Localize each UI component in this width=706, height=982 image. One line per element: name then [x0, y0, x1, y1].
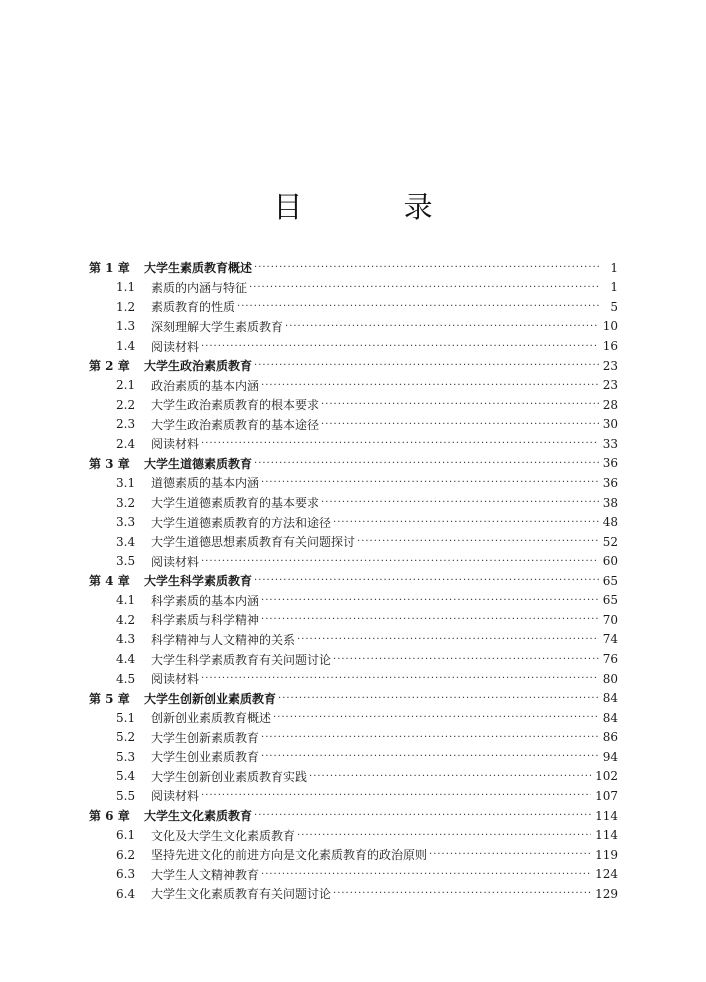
- toc-entry-title: 阅读材料: [151, 554, 200, 569]
- toc-section-row[interactable]: [0, 415, 706, 435]
- toc-dot-leader: [261, 869, 591, 880]
- toc-entry-title: 大学生素质教育概述: [144, 261, 253, 276]
- toc-section-row[interactable]: [0, 473, 706, 493]
- toc-entry-page: 52: [602, 534, 618, 549]
- toc-entry-title: 阅读材料: [151, 789, 200, 804]
- toc-section-row[interactable]: [0, 864, 706, 884]
- toc-entry-title: 科学素质的基本内涵: [151, 593, 260, 608]
- toc-section-row[interactable]: [0, 512, 706, 532]
- toc-section-row[interactable]: [0, 786, 706, 806]
- toc-chapter-row[interactable]: [0, 258, 706, 278]
- toc-entry-title: 文化及大学生文化素质教育: [151, 828, 296, 843]
- toc-entry-number: 4.4: [116, 652, 136, 667]
- toc-entry-title: 创新创业素质教育概述: [151, 711, 272, 726]
- toc-entry-page: 36: [602, 456, 618, 471]
- toc-dot-leader: [201, 673, 599, 684]
- toc-entry-number: 3.2: [116, 495, 136, 510]
- toc-entry-page: 65: [602, 593, 618, 608]
- toc-section-row[interactable]: [0, 532, 706, 552]
- toc-dot-leader: [261, 380, 599, 391]
- toc-entry-page: 10: [602, 319, 618, 334]
- table-of-contents: [0, 258, 706, 904]
- toc-dot-leader: [261, 595, 599, 606]
- toc-entry-number: 3.5: [116, 554, 136, 569]
- toc-section-row[interactable]: [0, 728, 706, 748]
- toc-section-row[interactable]: [0, 708, 706, 728]
- toc-section-row[interactable]: [0, 336, 706, 356]
- toc-section-row[interactable]: [0, 375, 706, 395]
- toc-entry-number: 3.4: [116, 534, 136, 549]
- toc-entry-page: 65: [602, 573, 618, 588]
- toc-entry-page: 70: [602, 612, 618, 627]
- toc-entry-page: 74: [602, 632, 618, 647]
- toc-entry-title: 阅读材料: [151, 437, 200, 452]
- toc-entry-title: 道德素质的基本内涵: [151, 476, 260, 491]
- toc-entry-number: 3.1: [116, 475, 136, 490]
- toc-dot-leader: [201, 790, 591, 801]
- toc-section-row[interactable]: [0, 630, 706, 650]
- toc-entry-number: 第 5 章: [89, 691, 130, 706]
- toc-entry-page: 1: [610, 260, 618, 275]
- toc-chapter-row[interactable]: [0, 454, 706, 474]
- toc-chapter-row[interactable]: [0, 806, 706, 826]
- toc-entry-page: 60: [602, 554, 618, 569]
- toc-dot-leader: [201, 341, 599, 352]
- toc-chapter-row[interactable]: [0, 688, 706, 708]
- toc-dot-leader: [254, 575, 599, 586]
- toc-entry-title: 大学生创新素质教育: [151, 730, 260, 745]
- toc-entry-page: 107: [595, 788, 618, 803]
- toc-section-row[interactable]: [0, 649, 706, 669]
- toc-entry-number: 4.5: [116, 671, 136, 686]
- toc-entry-number: 6.4: [116, 886, 136, 901]
- toc-dot-leader: [333, 654, 599, 665]
- toc-dot-leader: [333, 888, 591, 899]
- toc-entry-number: 3.3: [116, 515, 136, 530]
- toc-entry-page: 48: [602, 515, 618, 530]
- toc-entry-number: 1.1: [116, 280, 136, 295]
- toc-chapter-row[interactable]: [0, 356, 706, 376]
- toc-dot-leader: [254, 810, 591, 821]
- toc-entry-page: 30: [602, 417, 618, 432]
- toc-entry-title: 大学生科学素质教育有关问题讨论: [151, 652, 332, 667]
- toc-entry-title: 大学生文化素质教育有关问题讨论: [151, 887, 332, 902]
- toc-entry-title: 大学生人文精神教育: [151, 867, 260, 882]
- toc-dot-leader: [357, 536, 599, 547]
- toc-entry-title: 大学生创新创业素质教育实践: [151, 769, 308, 784]
- toc-entry-number: 5.3: [116, 749, 136, 764]
- toc-dot-leader: [261, 614, 599, 625]
- toc-section-row[interactable]: [0, 845, 706, 865]
- toc-entry-page: 86: [602, 730, 618, 745]
- toc-dot-leader: [254, 360, 599, 371]
- toc-dot-leader: [297, 634, 599, 645]
- toc-dot-leader: [261, 732, 599, 743]
- toc-entry-page: 1: [610, 280, 618, 295]
- toc-entry-page: 124: [595, 867, 618, 882]
- toc-entry-number: 6.2: [116, 847, 136, 862]
- toc-entry-page: 114: [595, 808, 618, 823]
- toc-entry-title: 大学生道德素质教育的基本要求: [151, 496, 320, 511]
- toc-dot-leader: [254, 262, 600, 273]
- toc-entry-page: 84: [602, 710, 618, 725]
- toc-section-row[interactable]: [0, 610, 706, 630]
- toc-entry-number: 2.3: [116, 417, 136, 432]
- toc-entry-number: 第 1 章: [89, 261, 130, 276]
- toc-section-row[interactable]: [0, 551, 706, 571]
- toc-entry-title: 素质的内涵与特征: [151, 280, 248, 295]
- toc-entry-number: 5.1: [116, 710, 136, 725]
- toc-entry-number: 2.2: [116, 397, 136, 412]
- toc-section-row[interactable]: [0, 278, 706, 298]
- toc-entry-title: 大学生创业素质教育: [151, 750, 260, 765]
- toc-section-row[interactable]: [0, 395, 706, 415]
- toc-dot-leader: [429, 849, 591, 860]
- toc-entry-title: 素质教育的性质: [151, 300, 236, 315]
- toc-entry-number: 6.3: [116, 867, 136, 882]
- toc-entry-title: 大学生道德素质教育: [144, 456, 253, 471]
- toc-section-row[interactable]: [0, 591, 706, 611]
- toc-entry-title: 阅读材料: [151, 339, 200, 354]
- toc-entry-title: 阅读材料: [151, 672, 200, 687]
- toc-entry-number: 1.2: [116, 299, 136, 314]
- toc-entry-title: 大学生政治素质教育的根本要求: [151, 398, 320, 413]
- toc-dot-leader: [321, 497, 599, 508]
- toc-dot-leader: [297, 830, 591, 841]
- toc-entry-title: 大学生政治素质教育的基本途径: [151, 417, 320, 432]
- toc-dot-leader: [261, 751, 599, 762]
- toc-entry-number: 4.1: [116, 593, 136, 608]
- toc-entry-title: 坚持先进文化的前进方向是文化素质教育的政治原则: [151, 848, 428, 863]
- toc-dot-leader: [333, 517, 599, 528]
- toc-dot-leader: [201, 438, 599, 449]
- toc-dot-leader: [278, 693, 599, 704]
- toc-entry-number: 4.3: [116, 632, 136, 647]
- toc-entry-title: 大学生政治素质教育: [144, 359, 253, 374]
- toc-entry-page: 16: [602, 339, 618, 354]
- toc-dot-leader: [309, 771, 591, 782]
- toc-entry-number: 6.1: [116, 828, 136, 843]
- toc-entry-title: 大学生道德思想素质教育有关问题探讨: [151, 535, 356, 550]
- toc-entry-page: 23: [602, 358, 618, 373]
- toc-entry-page: 38: [602, 495, 618, 510]
- toc-entry-page: 33: [602, 436, 618, 451]
- toc-entry-page: 5: [610, 299, 618, 314]
- toc-entry-title: 大学生文化素质教育: [144, 809, 253, 824]
- toc-entry-number: 5.4: [116, 769, 136, 784]
- toc-dot-leader: [273, 712, 599, 723]
- toc-entry-title: 大学生科学素质教育: [144, 574, 253, 589]
- toc-entry-title: 科学精神与人文精神的关系: [151, 632, 296, 647]
- toc-entry-page: 84: [602, 691, 618, 706]
- toc-entry-number: 4.2: [116, 612, 136, 627]
- toc-entry-title: 科学素质与科学精神: [151, 613, 260, 628]
- toc-section-row[interactable]: [0, 747, 706, 767]
- toc-entry-title: 大学生道德素质教育的方法和途径: [151, 515, 332, 530]
- toc-entry-page: 114: [595, 828, 618, 843]
- toc-dot-leader: [321, 399, 599, 410]
- toc-dot-leader: [237, 301, 600, 312]
- toc-dot-leader: [321, 419, 599, 430]
- toc-entry-page: 23: [602, 378, 618, 393]
- toc-entry-page: 102: [595, 769, 618, 784]
- toc-dot-leader: [261, 477, 599, 488]
- toc-entry-page: 76: [602, 652, 618, 667]
- toc-entry-number: 第 6 章: [89, 809, 130, 824]
- toc-dot-leader: [254, 458, 599, 469]
- toc-section-row[interactable]: [0, 669, 706, 689]
- toc-entry-title: 深刻理解大学生素质教育: [151, 319, 284, 334]
- toc-dot-leader: [201, 556, 599, 567]
- toc-chapter-row[interactable]: [0, 571, 706, 591]
- toc-entry-number: 第 4 章: [89, 574, 130, 589]
- toc-entry-number: 5.2: [116, 730, 136, 745]
- toc-entry-number: 第 3 章: [89, 456, 130, 471]
- toc-section-row[interactable]: [0, 317, 706, 337]
- toc-entry-page: 36: [602, 475, 618, 490]
- toc-section-row[interactable]: [0, 825, 706, 845]
- toc-entry-title: 大学生创新创业素质教育: [144, 691, 277, 706]
- toc-dot-leader: [249, 282, 600, 293]
- toc-entry-page: 129: [595, 886, 618, 901]
- toc-entry-page: 80: [602, 671, 618, 686]
- page-title: 目 录: [273, 190, 479, 224]
- toc-section-row[interactable]: [0, 434, 706, 454]
- toc-entry-number: 2.4: [116, 436, 136, 451]
- toc-entry-number: 5.5: [116, 788, 136, 803]
- toc-entry-number: 1.3: [116, 319, 136, 334]
- toc-section-row[interactable]: [0, 297, 706, 317]
- toc-section-row[interactable]: [0, 884, 706, 904]
- toc-entry-number: 1.4: [116, 339, 136, 354]
- toc-entry-number: 第 2 章: [89, 359, 130, 374]
- toc-entry-number: 2.1: [116, 378, 136, 393]
- toc-entry-page: 119: [595, 847, 618, 862]
- toc-entry-page: 94: [602, 749, 618, 764]
- toc-dot-leader: [285, 321, 599, 332]
- toc-entry-title: 政治素质的基本内涵: [151, 378, 260, 393]
- toc-section-row[interactable]: [0, 493, 706, 513]
- toc-entry-page: 28: [602, 397, 618, 412]
- toc-section-row[interactable]: [0, 767, 706, 787]
